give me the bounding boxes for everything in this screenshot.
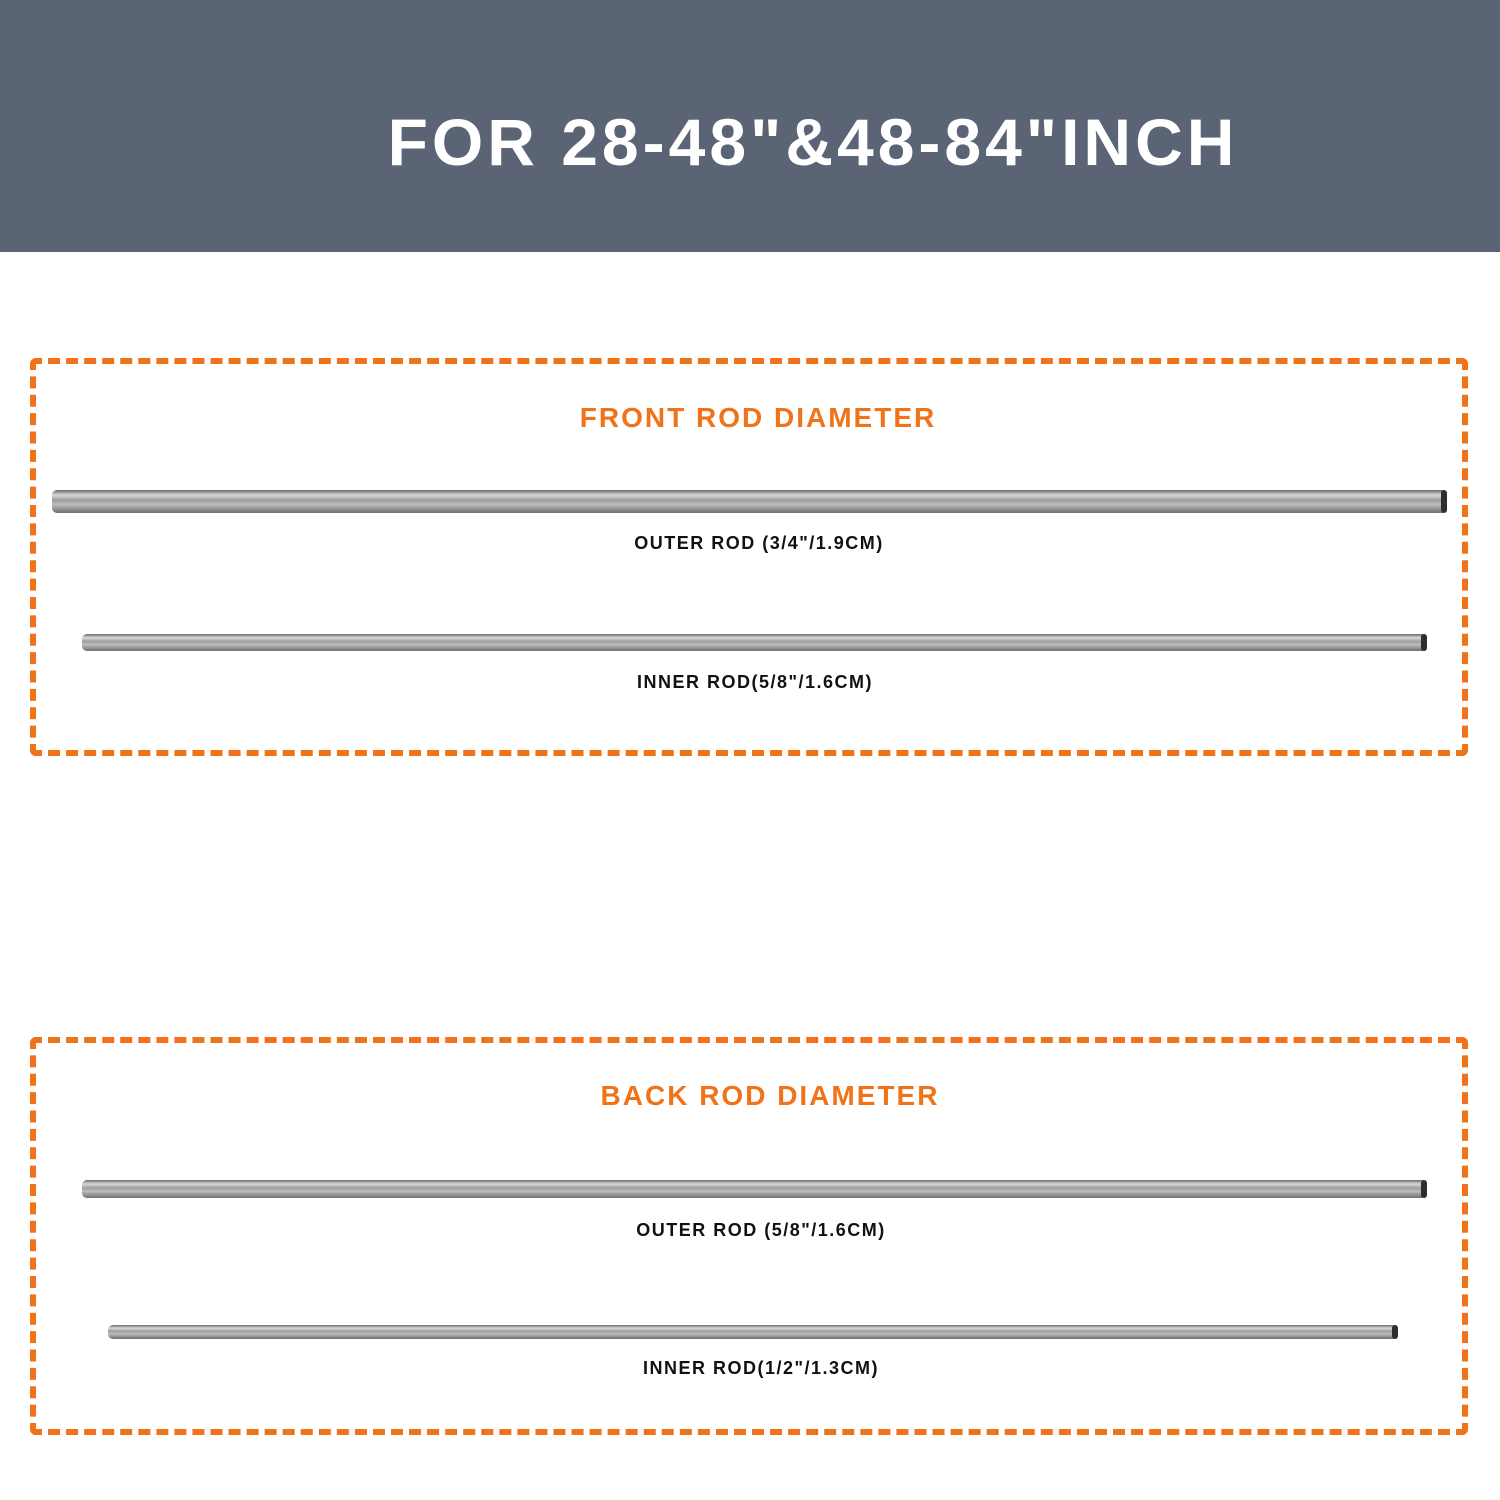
front-outer-rod-image <box>52 490 1447 513</box>
back-outer-rod-label: OUTER ROD (5/8"/1.6CM) <box>636 1220 886 1240</box>
front-outer-rod-label: OUTER ROD (3/4"/1.9CM) <box>634 533 884 553</box>
front-rod-title: FRONT ROD DIAMETER <box>579 402 937 433</box>
back-rod-title: BACK ROD DIAMETER <box>600 1080 940 1111</box>
banner-title: FOR 28-48"&48-84"INCH <box>387 105 1239 179</box>
front-inner-rod-image <box>82 634 1427 651</box>
front-inner-rod-label: INNER ROD(5/8"/1.6CM) <box>636 672 874 692</box>
back-inner-rod-label: INNER ROD(1/2"/1.3CM) <box>642 1358 880 1378</box>
back-outer-rod-image <box>82 1180 1427 1198</box>
back-inner-rod-image <box>108 1325 1398 1339</box>
header-banner <box>0 0 1500 252</box>
